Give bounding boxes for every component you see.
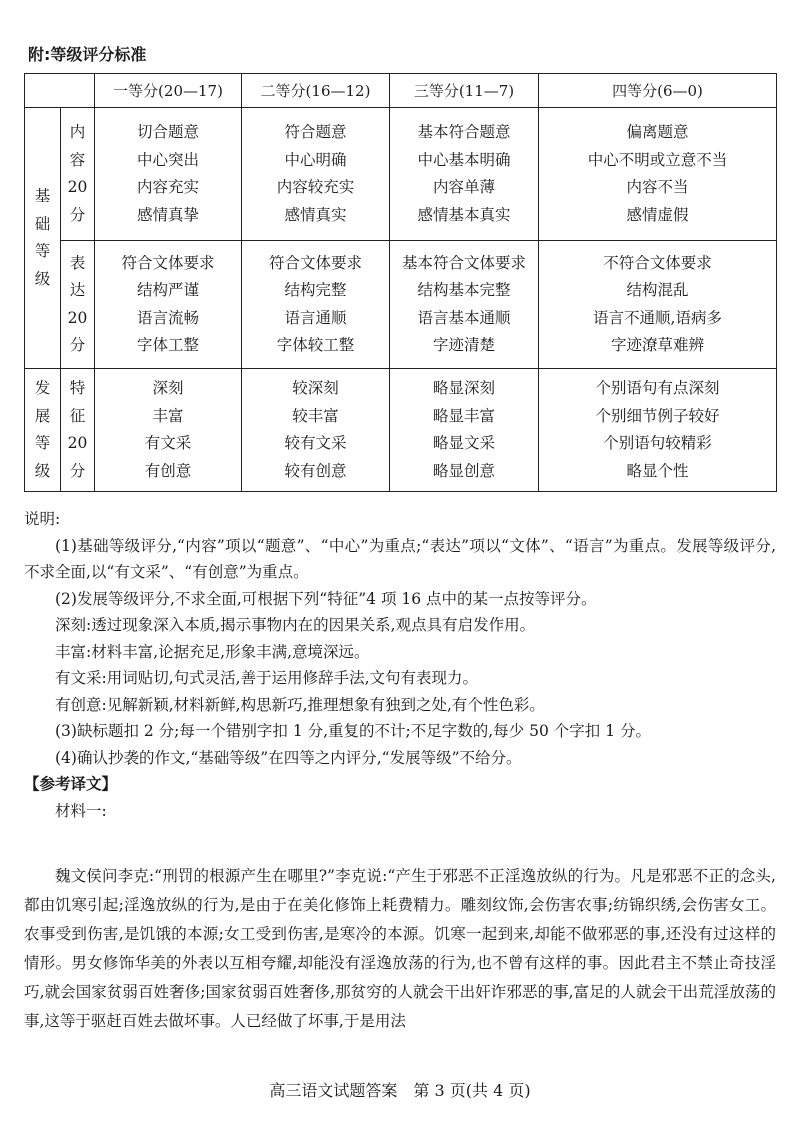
translation-paragraph: 魏文侯问李克:“刑罚的根源产生在哪里?”李克说:“产生于邪恶不正淫逸放纵的行为。凡是邪恶不正的念头,都由饥寒引起;淫逸放纵的行为,是由于在美化修饰上耗费精力。雕刻纹饰,会伤害农事;纺锦织绣,会伤害女工。农事受到伤害,是饥饿的本源;女工受到伤害,是寒冷的本源。饥寒一起到来,却能不做邪恶的事,还没有过这样的情形。男女修饰华美的外表以互相夸耀,却能没有淫逸放荡的行为,也不曾有这样的事。因此君主不禁止奇技淫巧,就会国家贫弱百姓奢侈;国家贫弱百姓奢侈,那贫穷的人就会干出奸诈邪恶的事,富足的人就会干出荒淫放荡的事,这等于驱赶百姓去做坏事。人已经做了坏事,于是用法 [24, 867, 776, 1030]
row-label-expression: 表 达 20 分 [61, 241, 95, 369]
column-header: 三等分(11—7) [390, 74, 539, 108]
column-header: 四等分(6—0) [539, 74, 777, 108]
table-cell: 符合文体要求 结构完整 语言通顺 字体较工整 [242, 241, 390, 369]
table-cell: 深刻 丰富 有文采 有创意 [95, 369, 242, 492]
table-cell: 切合题意 中心突出 内容充实 感情真挚 [95, 108, 242, 241]
note-item: 丰富:材料丰富,论据充足,形象丰满,意境深远。 [55, 642, 370, 661]
reference-translation [24, 862, 776, 1036]
note-item: (2)发展等级评分,不求全面,可根据下列“特征”4 项 16 点中的某一点按等评分。 [55, 589, 597, 608]
table-cell: 符合文体要求 结构严谨 语言流畅 字体工整 [95, 241, 242, 369]
table-cell: 符合题意 中心明确 内容较充实 感情真实 [242, 108, 390, 241]
column-header: 一等分(20—17) [95, 74, 242, 108]
page-title: 附:等级评分标准 [28, 45, 147, 64]
notes-section [24, 506, 776, 824]
table-cell: 较深刻 较丰富 较有文采 较有创意 [242, 369, 390, 492]
table-row [25, 241, 777, 369]
group-label-basic: 基 础 等 级 [25, 108, 61, 369]
column-header: 二等分(16—12) [242, 74, 390, 108]
note-item: (3)缺标题扣 2 分;每一个错别字扣 1 分,重复的不计;不足字数的,每少 50 个字扣 1 分。 [55, 722, 651, 740]
note-item: (4)确认抄袭的作文,“基础等级”在四等之内评分,“发展等级”不给分。 [55, 748, 522, 767]
table-cell: 基本符合题意 中心基本明确 内容单薄 感情基本真实 [390, 108, 539, 241]
reference-subtitle: 材料一: [55, 801, 107, 820]
note-item: (1)基础等级评分,“内容”项以“题意”、“中心”为重点;“表达”项以“文体”、“语言”为重点。发展等级评分,不求全面,以“有文采”、“有创意”为重点。 [24, 536, 776, 581]
row-label-feature: 特 征 20 分 [61, 369, 95, 492]
table-row [25, 369, 777, 492]
corner-cell [25, 74, 95, 108]
table-cell: 个别语句有点深刻 个别细节例子较好 个别语句较精彩 略显个性 [539, 369, 777, 492]
reference-title: 【参考译文】 [24, 775, 118, 793]
note-item: 深刻:透过现象深入本质,揭示事物内在的因果关系,观点具有启发作用。 [55, 616, 536, 634]
page-footer: 高三语文试题答案 第 3 页(共 4 页) [269, 1081, 531, 1100]
table-cell: 基本符合文体要求 结构基本完整 语言基本通顺 字迹清楚 [390, 241, 539, 369]
group-label-development: 发 展 等 级 [25, 369, 61, 492]
grading-table [24, 73, 777, 492]
note-item: 有创意:见解新颖,材料新鲜,构思新巧,推理想象有独到之处,有个性色彩。 [55, 695, 545, 714]
table-cell: 偏离题意 中心不明或立意不当 内容不当 感情虚假 [539, 108, 777, 241]
notes-title: 说明: [24, 510, 61, 528]
row-label-content: 内 容 20 分 [61, 108, 95, 241]
note-item: 有文采:用词贴切,句式灵活,善于运用修辞手法,文句有表现力。 [55, 669, 479, 687]
table-row [25, 108, 777, 241]
table-cell: 略显深刻 略显丰富 略显文采 略显创意 [390, 369, 539, 492]
table-cell: 不符合文体要求 结构混乱 语言不通顺,语病多 字迹潦草难辨 [539, 241, 777, 369]
table-header-row [25, 74, 777, 108]
